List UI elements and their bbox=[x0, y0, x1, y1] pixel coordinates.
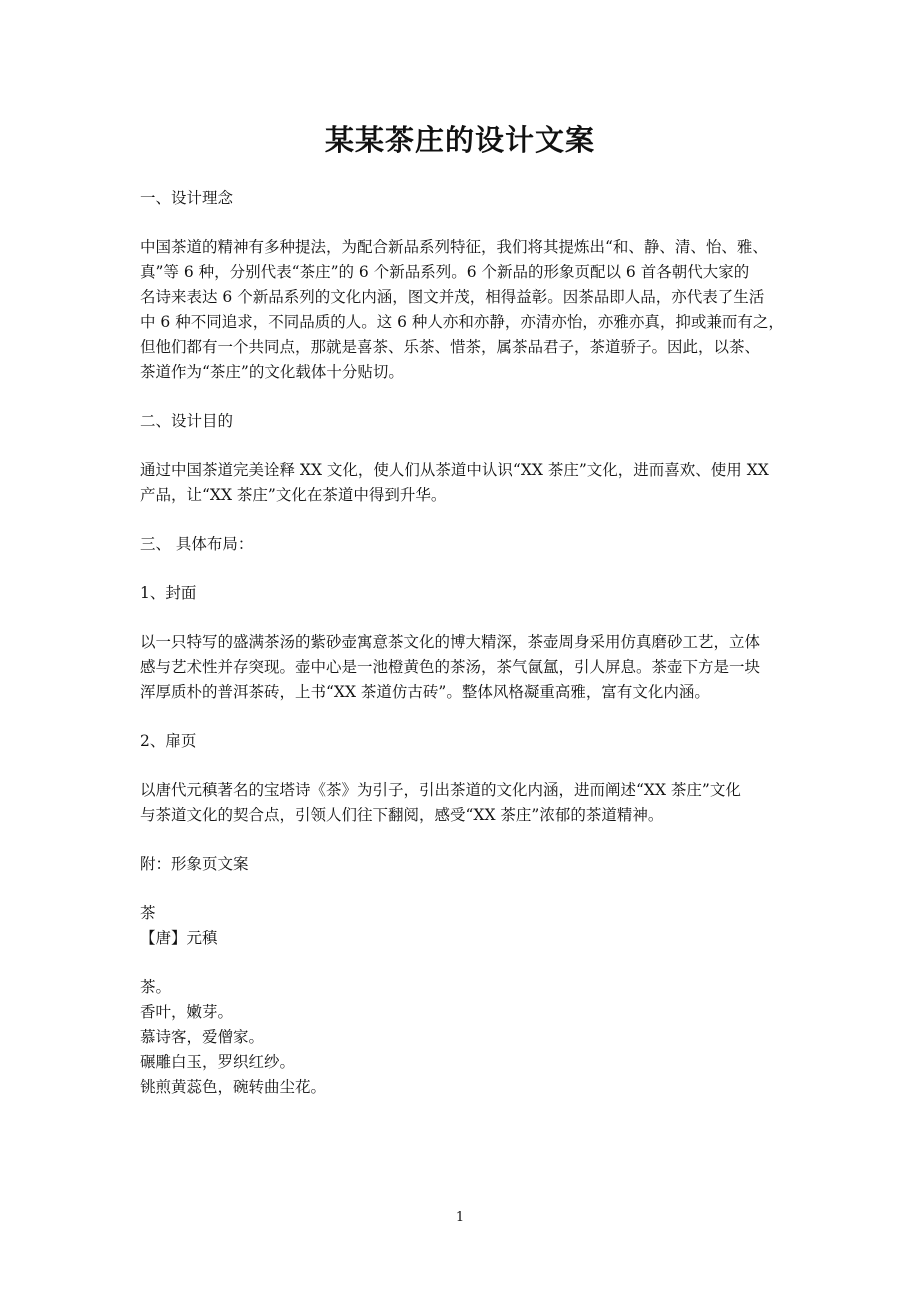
paragraph-design-concept bbox=[140, 235, 788, 385]
document-title: 某某茶庄的设计文案 bbox=[324, 123, 595, 157]
section-heading-design-concept: 一、设计理念 bbox=[140, 189, 234, 207]
paragraph-line: 以唐代元稹著名的宝塔诗《茶》为引子，引出茶道的文化内涵，进而阐述“XX 茶庄”文化 bbox=[140, 781, 741, 799]
poem-author: 【唐】元稹 bbox=[140, 929, 218, 947]
section-heading-layout: 三、 具体布局： bbox=[140, 535, 254, 553]
paragraph-line: 以一只特写的盛满茶汤的紫砂壶寓意茶文化的博大精深，茶壶周身采用仿真磨砂工艺，立体 bbox=[140, 633, 761, 651]
paragraph-line: 名诗来表达 6 个新品系列的文化内涵，图文并茂，相得益彰。因茶品即人品，亦代表了生活 bbox=[140, 288, 765, 306]
appendix-heading: 附：形象页文案 bbox=[140, 855, 249, 873]
paragraph-line: 产品，让“XX 茶庄”文化在茶道中得到升华。 bbox=[140, 486, 447, 504]
document-body bbox=[140, 186, 788, 1100]
paragraph-line: 与茶道文化的契合点，引领人们往下翻阅，感受“XX 茶庄”浓郁的茶道精神。 bbox=[140, 806, 664, 824]
paragraph-line: 中国茶道的精神有多种提法，为配合新品系列特征，我们将其提炼出“和、静、清、怡、雅、 bbox=[140, 238, 768, 256]
paragraph-line: 真”等 6 种，分别代表“茶庄”的 6 个新品系列。6 个新品的形象页配以 6 首各朝代大家的 bbox=[140, 263, 750, 281]
paragraph-line: 感与艺术性并存突现。壶中心是一池橙黄色的茶汤，茶气氤氲，引人屏息。茶壶下方是一块 bbox=[140, 658, 761, 676]
paragraph-line: 茶道作为“茶庄”的文化载体十分贴切。 bbox=[140, 363, 404, 381]
poem-line: 香叶，嫩芽。 bbox=[140, 1003, 234, 1021]
poem-line: 铫煎黄蕊色，碗转曲尘花。 bbox=[140, 1078, 327, 1096]
paragraph-line: 通过中国茶道完美诠释 XX 文化，使人们从茶道中认识“XX 茶庄”文化，进而喜欢、使用 XX bbox=[140, 461, 769, 479]
poem-line: 碾雕白玉，罗织红纱。 bbox=[140, 1053, 296, 1071]
poem-line: 茶。 bbox=[140, 978, 172, 996]
paragraph-line: 浑厚质朴的普洱茶砖，上书“XX 茶道仿古砖”。整体风格凝重高雅，富有文化内涵。 bbox=[140, 683, 710, 701]
section-heading-design-purpose: 二、设计目的 bbox=[140, 412, 234, 430]
subheading-cover: 1、封面 bbox=[140, 584, 197, 602]
poem-line: 慕诗客，爱僧家。 bbox=[140, 1028, 265, 1046]
page-number: 1 bbox=[455, 1210, 465, 1225]
paragraph-design-purpose bbox=[140, 458, 788, 508]
paragraph-flyleaf bbox=[140, 778, 788, 828]
poem-title: 茶 bbox=[140, 904, 156, 922]
poem-body bbox=[140, 975, 788, 1100]
paragraph-line: 中 6 种不同追求，不同品质的人。这 6 种人亦和亦静，亦清亦怡，亦雅亦真，抑或兼而有之， bbox=[140, 313, 784, 331]
paragraph-line: 但他们都有一个共同点，那就是喜茶、乐茶、惜茶，属茶品君子，茶道骄子。因此，以茶、 bbox=[140, 338, 761, 356]
subheading-flyleaf: 2、扉页 bbox=[140, 732, 197, 750]
paragraph-cover bbox=[140, 630, 788, 705]
